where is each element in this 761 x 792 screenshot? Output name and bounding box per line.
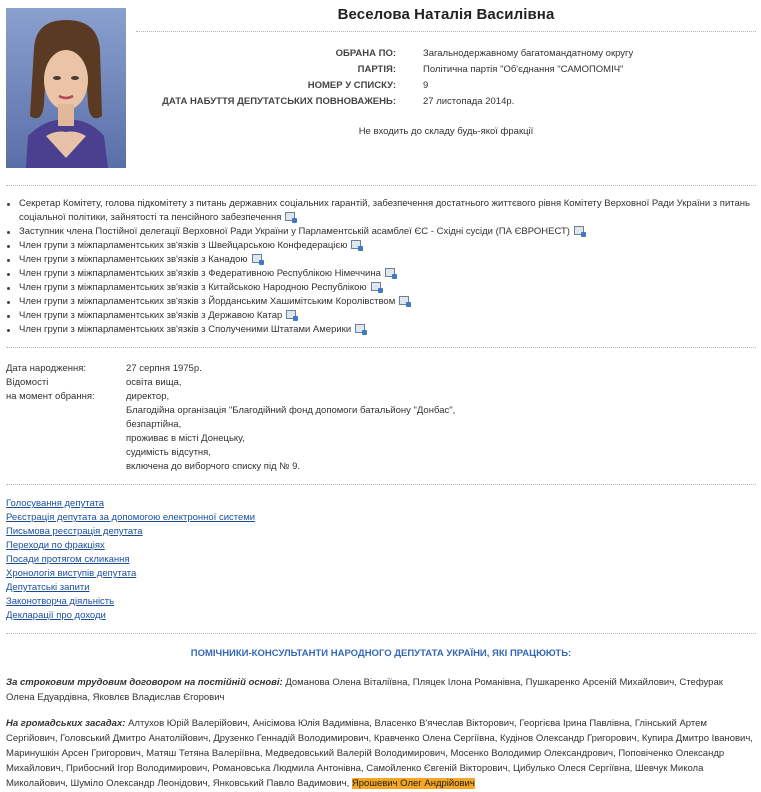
document-icon[interactable]	[574, 226, 584, 235]
role-text: Член групи з міжпарламентських зв'язків з Державою Катар	[19, 310, 283, 321]
assistants-title: ПОМІЧНИКИ-КОНСУЛЬТАНТИ НАРОДНОГО ДЕПУТАТА УКРАЇНИ, ЯКІ ПРАЦЮЮТЬ:	[190, 648, 572, 659]
highlighted-name: Ярошевич Олег Андрійович	[351, 778, 475, 789]
link-electronic-registration[interactable]: Реєстрація депутата за допомогою електронної системи	[6, 512, 256, 523]
info-label: ПАРТІЯ:	[357, 64, 396, 75]
list-item	[6, 253, 754, 267]
info-value: Політична партія "Об'єднання "САМОПОМІЧ"	[423, 64, 624, 75]
assistants-volunteer	[6, 716, 754, 791]
role-text: Секретар Комітету, голова підкомітету з питань державних соціальних гарантій, забезпечення достатнього життєвого рівня Комітету Верховної Ради України з питань соціальної політики, зайнятості та пенсійного забезпечення	[19, 198, 750, 223]
deputy-name: Веселова Наталія Василівна	[337, 6, 555, 23]
link-inquiries[interactable]: Депутатські запити	[6, 582, 90, 593]
document-icon[interactable]	[371, 282, 381, 291]
divider	[6, 633, 756, 634]
divider	[136, 31, 756, 32]
role-text: Член групи з міжпарламентських зв'язків з Китайською Народною Республікою	[19, 282, 367, 293]
document-icon[interactable]	[385, 268, 395, 277]
info-value: 27 листопада 2014р.	[423, 96, 515, 107]
info-row-list-number	[136, 80, 756, 94]
role-text: Заступник члена Постійної делегації Верховної Ради України у Парламентській асамблеї ЄС - Східні сусіди (ПА ЄВРОНЕСТ)	[19, 226, 570, 237]
deputy-links	[6, 497, 255, 623]
role-text: Член групи з міжпарламентських зв'язків з Швейцарською Конфедерацією	[19, 240, 348, 251]
role-text: Член групи з міжпарламентських зв'язків з Канадою	[19, 254, 248, 265]
list-item	[6, 309, 754, 323]
birth-label: Дата народження:	[6, 363, 87, 374]
list-item	[6, 239, 754, 253]
link-written-registration[interactable]: Письмова реєстрація депутата	[6, 526, 143, 537]
document-icon[interactable]	[252, 254, 262, 263]
divider	[6, 347, 756, 348]
link-speeches[interactable]: Хронологія виступів депутата	[6, 568, 137, 579]
role-text: Член групи з міжпарламентських зв'язків з Федеративною Республікою Німеччина	[19, 268, 381, 279]
document-icon[interactable]	[285, 212, 295, 221]
list-item	[6, 267, 754, 281]
roles-list	[6, 197, 754, 337]
list-item	[6, 323, 754, 337]
link-legislation[interactable]: Законотворча діяльність	[6, 596, 115, 607]
document-icon[interactable]	[355, 324, 365, 333]
faction-status: Не входить до складу будь-якої фракції	[358, 126, 534, 137]
document-icon[interactable]	[286, 310, 296, 319]
bio-line: освіта вища,	[126, 377, 182, 388]
assistants-contract	[6, 675, 754, 705]
link-faction-transfers[interactable]: Переходи по фракціях	[6, 540, 105, 551]
volunteer-names: Алтухов Юрій Валерійович, Анісімова Юлія Вадимівна, Власенко В'ячеслав Вікторович, Георгієва Ірина Павлівна, Глінський Артем Сергійович, Головський Дмитро Анатолійович, Друзенко Геннадій Володимирович, Кравченко Олена Сергіївна, Кудінов Олександр Григорович, Купира Дмитро Іванович, Маринушкін Арсен Григорович, Матяш Тетяна Валеріївна, Медведовський Валерій Володимирович, Мосенко Володимир Олександрович, Поповіченко Олександр Михайлович, Прибосний Ігор Володимирович, Романовська Людмила Антонівна, Самойленко Євгеній Вікторович, Цибулько Олеся Сергіївна, Шевчук Микола Миколайович, Шуміло Олександр Леонідович, Янковський Павло Вадимович,	[6, 718, 753, 789]
birth-value: 27 серпня 1975р.	[126, 363, 202, 374]
info-label: ОБРАНА ПО:	[335, 48, 396, 59]
info-row-district	[136, 48, 756, 62]
link-positions[interactable]: Посади протягом скликання	[6, 554, 130, 565]
contract-names: Доманова Олена Віталіївна, Пляцек Ілона Романівна, Пушкаренко Арсеній Михайлович, Стефурак Олена Едуардівна, Яковлєв Владислав Єгорович	[6, 677, 723, 703]
link-voting[interactable]: Голосування депутата	[6, 498, 105, 509]
role-text: Член групи з міжпарламентських зв'язків з Йорданським Хашимітським Королівством	[19, 296, 396, 307]
info-value: 9	[423, 80, 429, 91]
info-row-term-start	[136, 96, 756, 110]
list-item	[6, 295, 754, 309]
bio-line: директор,	[126, 391, 170, 402]
portrait-image	[6, 8, 126, 168]
list-item	[6, 281, 754, 295]
volunteer-label: На громадських засадах:	[6, 718, 126, 729]
divider	[6, 185, 756, 186]
contract-label: За строковим трудовим договором на постійній основі:	[6, 677, 283, 688]
info-label-2: на момент обрання:	[6, 391, 95, 402]
info-label-1: Відомості	[6, 377, 49, 388]
bio-line: включена до виборчого списку під № 9.	[126, 461, 300, 472]
document-icon[interactable]	[399, 296, 409, 305]
bio-line: Благодійна організація "Благодійний фонд допомоги батальйону "Донбас",	[126, 405, 456, 416]
divider	[6, 484, 756, 485]
bio-line: безпартійна,	[126, 419, 182, 430]
info-value: Загальнодержавному багатомандатному округу	[423, 48, 634, 59]
link-income-declarations[interactable]: Декларації про доходи	[6, 610, 106, 621]
role-text: Член групи з міжпарламентських зв'язків з Сполученими Штатами Америки	[19, 324, 352, 335]
info-row-party	[136, 64, 756, 78]
list-item	[6, 197, 754, 225]
info-label: НОМЕР У СПИСКУ:	[307, 80, 396, 91]
info-label: ДАТА НАБУТТЯ ДЕПУТАТСЬКИХ ПОВНОВАЖЕНЬ:	[162, 96, 396, 107]
deputy-photo	[6, 8, 126, 168]
document-icon[interactable]	[351, 240, 361, 249]
bio-line: проживає в місті Донецьку,	[126, 433, 245, 444]
bio-line: судимість відсутня,	[126, 447, 211, 458]
list-item	[6, 225, 754, 239]
